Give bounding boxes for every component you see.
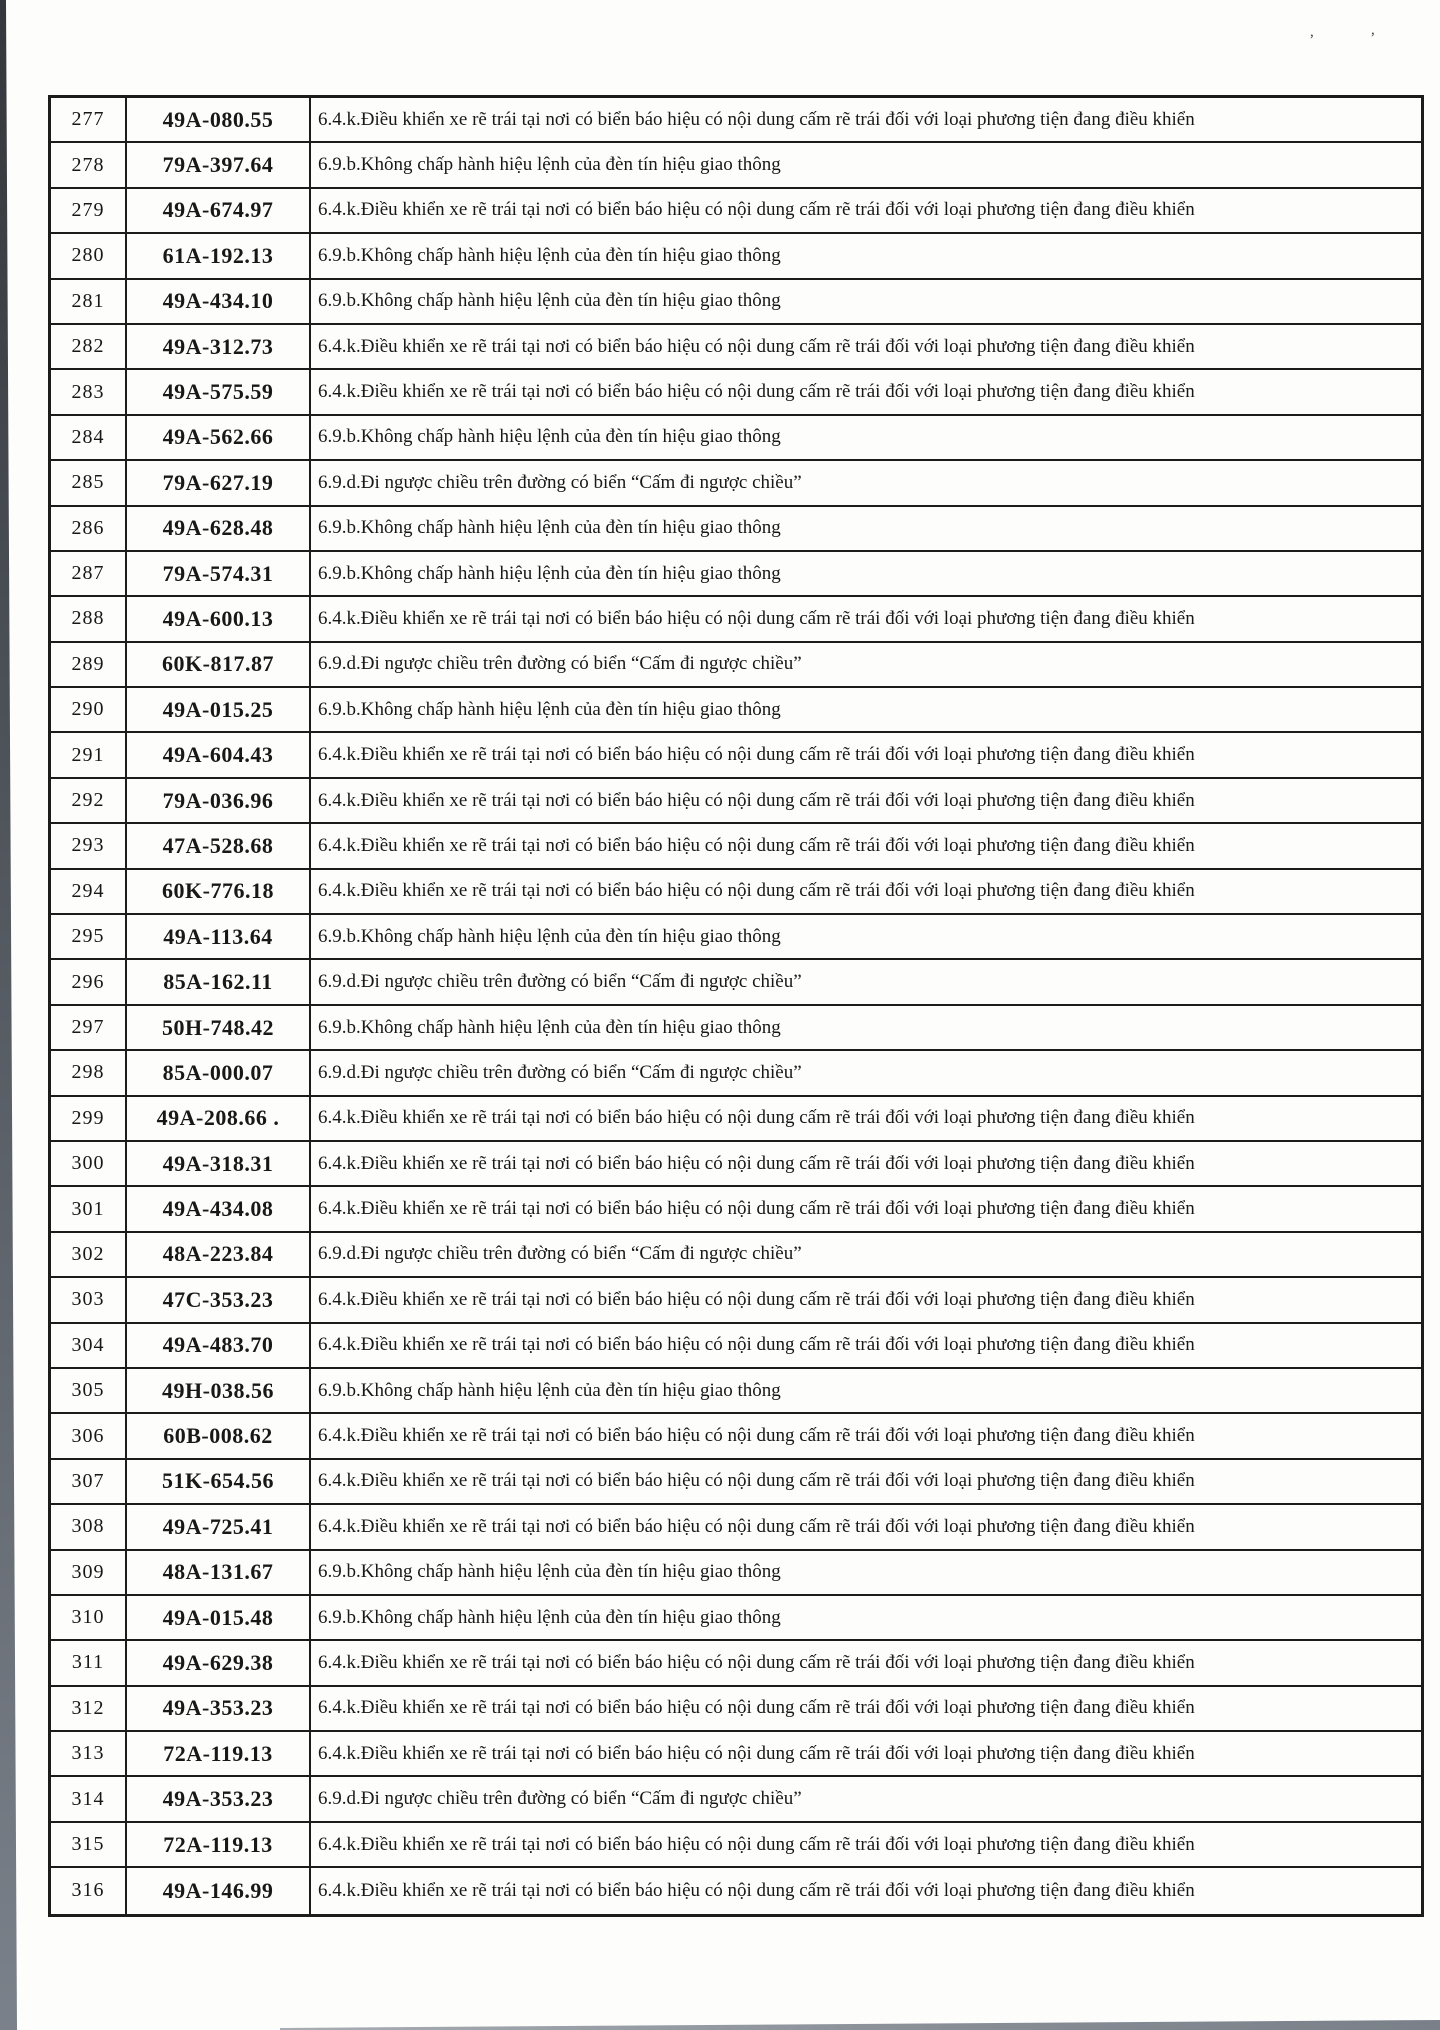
row-number: 316 — [51, 1868, 127, 1913]
violation-description: 6.4.k.Điều khiển xe rẽ trái tại nơi có biển báo hiệu có nội dung cấm rẽ trái đối với loại phương tiện đang điều khiển — [318, 880, 1195, 902]
violation-description: 6.9.b.Không chấp hành hiệu lệnh của đèn tín hiệu giao thông — [318, 925, 781, 947]
violations-table — [48, 95, 1424, 1917]
table-row — [51, 1142, 1421, 1187]
table-row — [51, 1233, 1421, 1278]
violation-description: 6.9.b.Không chấp hành hiệu lệnh của đèn tín hiệu giao thông — [318, 244, 781, 266]
license-plate: 60K-817.87 — [127, 643, 311, 686]
row-number: 293 — [51, 824, 127, 867]
violation-description: 6.4.k.Điều khiển xe rẽ trái tại nơi có biển báo hiệu có nội dung cấm rẽ trái đối với loại phương tiện đang điều khiển — [318, 1334, 1195, 1356]
violation-description: 6.4.k.Điều khiển xe rẽ trái tại nơi có biển báo hiệu có nội dung cấm rẽ trái đối với loại phương tiện đang điều khiển — [318, 1152, 1195, 1174]
violation-description: 6.4.k.Điều khiển xe rẽ trái tại nơi có biển báo hiệu có nội dung cấm rẽ trái đối với loại phương tiện đang điều khiển — [318, 381, 1195, 403]
violation-description: 6.4.k.Điều khiển xe rẽ trái tại nơi có biển báo hiệu có nội dung cấm rẽ trái đối với loại phương tiện đang điều khiển — [318, 108, 1195, 130]
violation-description: 6.9.b.Không chấp hành hiệu lệnh của đèn tín hiệu giao thông — [318, 426, 781, 448]
license-plate: 79A-574.31 — [127, 552, 311, 595]
license-plate: 49A-600.13 — [127, 597, 311, 640]
table-row — [51, 824, 1421, 869]
violation-description: 6.4.k.Điều khiển xe rẽ trái tại nơi có biển báo hiệu có nội dung cấm rẽ trái đối với loại phương tiện đang điều khiển — [318, 834, 1195, 856]
scan-speck: , — [1371, 22, 1375, 38]
license-plate: 47A-528.68 — [127, 824, 311, 867]
violation-description: 6.4.k.Điều khiển xe rẽ trái tại nơi có biển báo hiệu có nội dung cấm rẽ trái đối với loại phương tiện đang điều khiển — [318, 1107, 1195, 1129]
license-plate: 49A-575.59 — [127, 370, 311, 413]
violation-description: 6.9.d.Đi ngược chiều trên đường có biển “Cấm đi ngược chiều” — [318, 1243, 802, 1265]
table-row — [51, 597, 1421, 642]
row-number: 289 — [51, 643, 127, 686]
table-row — [51, 960, 1421, 1005]
violation-description: 6.4.k.Điều khiển xe rẽ trái tại nơi có biển báo hiệu có nội dung cấm rẽ trái đối với loại phương tiện đang điều khiển — [318, 1425, 1195, 1447]
violation-description: 6.9.b.Không chấp hành hiệu lệnh của đèn tín hiệu giao thông — [318, 1379, 781, 1401]
table-row — [51, 189, 1421, 234]
violation-description: 6.9.b.Không chấp hành hiệu lệnh của đèn tín hiệu giao thông — [318, 290, 781, 312]
license-plate: 49A-604.43 — [127, 733, 311, 776]
violation-description: 6.4.k.Điều khiển xe rẽ trái tại nơi có biển báo hiệu có nội dung cấm rẽ trái đối với loại phương tiện đang điều khiển — [318, 789, 1195, 811]
license-plate: 85A-162.11 — [127, 960, 311, 1003]
row-number: 291 — [51, 733, 127, 776]
table-row — [51, 733, 1421, 778]
row-number: 302 — [51, 1233, 127, 1276]
row-number: 307 — [51, 1460, 127, 1503]
violation-description: 6.9.d.Đi ngược chiều trên đường có biển “Cấm đi ngược chiều” — [318, 1788, 802, 1810]
row-number: 278 — [51, 143, 127, 186]
license-plate: 49A-353.23 — [127, 1777, 311, 1820]
row-number: 295 — [51, 915, 127, 958]
violation-description: 6.9.b.Không chấp hành hiệu lệnh của đèn tín hiệu giao thông — [318, 1561, 781, 1583]
table-row — [51, 1596, 1421, 1641]
violation-description: 6.9.b.Không chấp hành hiệu lệnh của đèn tín hiệu giao thông — [318, 562, 781, 584]
violation-description: 6.4.k.Điều khiển xe rẽ trái tại nơi có biển báo hiệu có nội dung cấm rẽ trái đối với loại phương tiện đang điều khiển — [318, 744, 1195, 766]
table-row — [51, 416, 1421, 461]
violation-description: 6.9.b.Không chấp hành hiệu lệnh của đèn tín hiệu giao thông — [318, 517, 781, 539]
table-row — [51, 915, 1421, 960]
table-row — [51, 1051, 1421, 1096]
table-row — [51, 1414, 1421, 1459]
license-plate: 49A-312.73 — [127, 325, 311, 368]
table-row — [51, 1551, 1421, 1596]
table-row — [51, 1823, 1421, 1868]
row-number: 297 — [51, 1006, 127, 1049]
license-plate: 49A-318.31 — [127, 1142, 311, 1185]
row-number: 304 — [51, 1324, 127, 1367]
row-number: 294 — [51, 870, 127, 913]
violation-description: 6.4.k.Điều khiển xe rẽ trái tại nơi có biển báo hiệu có nội dung cấm rẽ trái đối với loại phương tiện đang điều khiển — [318, 335, 1195, 357]
row-number: 305 — [51, 1369, 127, 1412]
violation-description: 6.9.b.Không chấp hành hiệu lệnh của đèn tín hiệu giao thông — [318, 1606, 781, 1628]
table-row — [51, 870, 1421, 915]
license-plate: 79A-627.19 — [127, 461, 311, 504]
row-number: 303 — [51, 1278, 127, 1321]
violation-description: 6.9.d.Đi ngược chiều trên đường có biển “Cấm đi ngược chiều” — [318, 471, 802, 493]
row-number: 309 — [51, 1551, 127, 1594]
violation-description: 6.4.k.Điều khiển xe rẽ trái tại nơi có biển báo hiệu có nội dung cấm rẽ trái đối với loại phương tiện đang điều khiển — [318, 1651, 1195, 1673]
violation-description: 6.4.k.Điều khiển xe rẽ trái tại nơi có biển báo hiệu có nội dung cấm rẽ trái đối với loại phương tiện đang điều khiển — [318, 1288, 1195, 1310]
row-number: 282 — [51, 325, 127, 368]
table-row — [51, 1097, 1421, 1142]
license-plate: 79A-036.96 — [127, 779, 311, 822]
violation-description: 6.4.k.Điều khiển xe rẽ trái tại nơi có biển báo hiệu có nội dung cấm rẽ trái đối với loại phương tiện đang điều khiển — [318, 1697, 1195, 1719]
table-row — [51, 234, 1421, 279]
scan-speck: , — [1310, 24, 1314, 40]
table-row — [51, 779, 1421, 824]
license-plate: 49A-629.38 — [127, 1641, 311, 1684]
table-row — [51, 98, 1421, 143]
violation-description: 6.4.k.Điều khiển xe rẽ trái tại nơi có biển báo hiệu có nội dung cấm rẽ trái đối với loại phương tiện đang điều khiển — [318, 1742, 1195, 1764]
license-plate: 72A-119.13 — [127, 1823, 311, 1866]
license-plate: 49A-080.55 — [127, 98, 311, 141]
license-plate: 49A-674.97 — [127, 189, 311, 232]
license-plate: 49A-434.08 — [127, 1187, 311, 1230]
row-number: 292 — [51, 779, 127, 822]
table-row — [51, 507, 1421, 552]
table-row — [51, 1460, 1421, 1505]
license-plate: 79A-397.64 — [127, 143, 311, 186]
violation-description: 6.9.b.Không chấp hành hiệu lệnh của đèn tín hiệu giao thông — [318, 698, 781, 720]
license-plate: 49A-562.66 — [127, 416, 311, 459]
row-number: 299 — [51, 1097, 127, 1140]
license-plate: 49A-353.23 — [127, 1687, 311, 1730]
license-plate: 49A-628.48 — [127, 507, 311, 550]
bottom-scan-edge-artifact — [280, 2019, 1440, 2030]
license-plate: 49A-483.70 — [127, 1324, 311, 1367]
license-plate: 85A-000.07 — [127, 1051, 311, 1094]
violation-description: 6.9.b.Không chấp hành hiệu lệnh của đèn tín hiệu giao thông — [318, 154, 781, 176]
row-number: 285 — [51, 461, 127, 504]
table-row — [51, 461, 1421, 506]
table-row — [51, 1505, 1421, 1550]
row-number: 315 — [51, 1823, 127, 1866]
row-number: 306 — [51, 1414, 127, 1457]
table-row — [51, 1324, 1421, 1369]
row-number: 290 — [51, 688, 127, 731]
table-row — [51, 1732, 1421, 1777]
license-plate: 49A-146.99 — [127, 1868, 311, 1913]
table-row — [51, 1187, 1421, 1232]
table-row — [51, 552, 1421, 597]
row-number: 283 — [51, 370, 127, 413]
row-number: 287 — [51, 552, 127, 595]
violation-description: 6.4.k.Điều khiển xe rẽ trái tại nơi có biển báo hiệu có nội dung cấm rẽ trái đối với loại phương tiện đang điều khiển — [318, 607, 1195, 629]
table-row — [51, 1278, 1421, 1323]
license-plate: 49A-725.41 — [127, 1505, 311, 1548]
table-row — [51, 1369, 1421, 1414]
violation-description: 6.4.k.Điều khiển xe rẽ trái tại nơi có biển báo hiệu có nội dung cấm rẽ trái đối với loại phương tiện đang điều khiển — [318, 1833, 1195, 1855]
row-number: 286 — [51, 507, 127, 550]
table-row — [51, 280, 1421, 325]
license-plate: 60B-008.62 — [127, 1414, 311, 1457]
row-number: 279 — [51, 189, 127, 232]
license-plate: 49A-015.25 — [127, 688, 311, 731]
violation-description: 6.4.k.Điều khiển xe rẽ trái tại nơi có biển báo hiệu có nội dung cấm rẽ trái đối với loại phương tiện đang điều khiển — [318, 199, 1195, 221]
violation-description: 6.9.d.Đi ngược chiều trên đường có biển “Cấm đi ngược chiều” — [318, 653, 802, 675]
table-row — [51, 1868, 1421, 1913]
license-plate: 47C-353.23 — [127, 1278, 311, 1321]
row-number: 308 — [51, 1505, 127, 1548]
violation-description: 6.9.d.Đi ngược chiều trên đường có biển “Cấm đi ngược chiều” — [318, 971, 802, 993]
violation-description: 6.4.k.Điều khiển xe rẽ trái tại nơi có biển báo hiệu có nội dung cấm rẽ trái đối với loại phương tiện đang điều khiển — [318, 1515, 1195, 1537]
row-number: 298 — [51, 1051, 127, 1094]
row-number: 314 — [51, 1777, 127, 1820]
table-row — [51, 643, 1421, 688]
license-plate: 49A-015.48 — [127, 1596, 311, 1639]
violation-description: 6.9.d.Đi ngược chiều trên đường có biển “Cấm đi ngược chiều” — [318, 1061, 802, 1083]
row-number: 284 — [51, 416, 127, 459]
row-number: 296 — [51, 960, 127, 1003]
table-row — [51, 325, 1421, 370]
table-row — [51, 688, 1421, 733]
table-row — [51, 1006, 1421, 1051]
license-plate: 49A-434.10 — [127, 280, 311, 323]
license-plate: 50H-748.42 — [127, 1006, 311, 1049]
row-number: 311 — [51, 1641, 127, 1684]
row-number: 312 — [51, 1687, 127, 1730]
license-plate: 48A-131.67 — [127, 1551, 311, 1594]
license-plate: 49H-038.56 — [127, 1369, 311, 1412]
violation-description: 6.4.k.Điều khiển xe rẽ trái tại nơi có biển báo hiệu có nội dung cấm rẽ trái đối với loại phương tiện đang điều khiển — [318, 1879, 1195, 1901]
license-plate: 60K-776.18 — [127, 870, 311, 913]
table-row — [51, 1687, 1421, 1732]
table-row — [51, 143, 1421, 188]
row-number: 313 — [51, 1732, 127, 1775]
table-row — [51, 1641, 1421, 1686]
left-scan-edge-artifact — [0, 0, 18, 2030]
row-number: 277 — [51, 98, 127, 141]
row-number: 288 — [51, 597, 127, 640]
license-plate: 49A-113.64 — [127, 915, 311, 958]
license-plate: 48A-223.84 — [127, 1233, 311, 1276]
license-plate: 72A-119.13 — [127, 1732, 311, 1775]
license-plate: 51K-654.56 — [127, 1460, 311, 1503]
violation-description: 6.4.k.Điều khiển xe rẽ trái tại nơi có biển báo hiệu có nội dung cấm rẽ trái đối với loại phương tiện đang điều khiển — [318, 1470, 1195, 1492]
table-row — [51, 370, 1421, 415]
row-number: 310 — [51, 1596, 127, 1639]
row-number: 300 — [51, 1142, 127, 1185]
license-plate: 49A-208.66 . — [127, 1097, 311, 1140]
table-row — [51, 1777, 1421, 1822]
license-plate: 61A-192.13 — [127, 234, 311, 277]
row-number: 281 — [51, 280, 127, 323]
row-number: 280 — [51, 234, 127, 277]
violation-description: 6.4.k.Điều khiển xe rẽ trái tại nơi có biển báo hiệu có nội dung cấm rẽ trái đối với loại phương tiện đang điều khiển — [318, 1198, 1195, 1220]
row-number: 301 — [51, 1187, 127, 1230]
violation-description: 6.9.b.Không chấp hành hiệu lệnh của đèn tín hiệu giao thông — [318, 1016, 781, 1038]
